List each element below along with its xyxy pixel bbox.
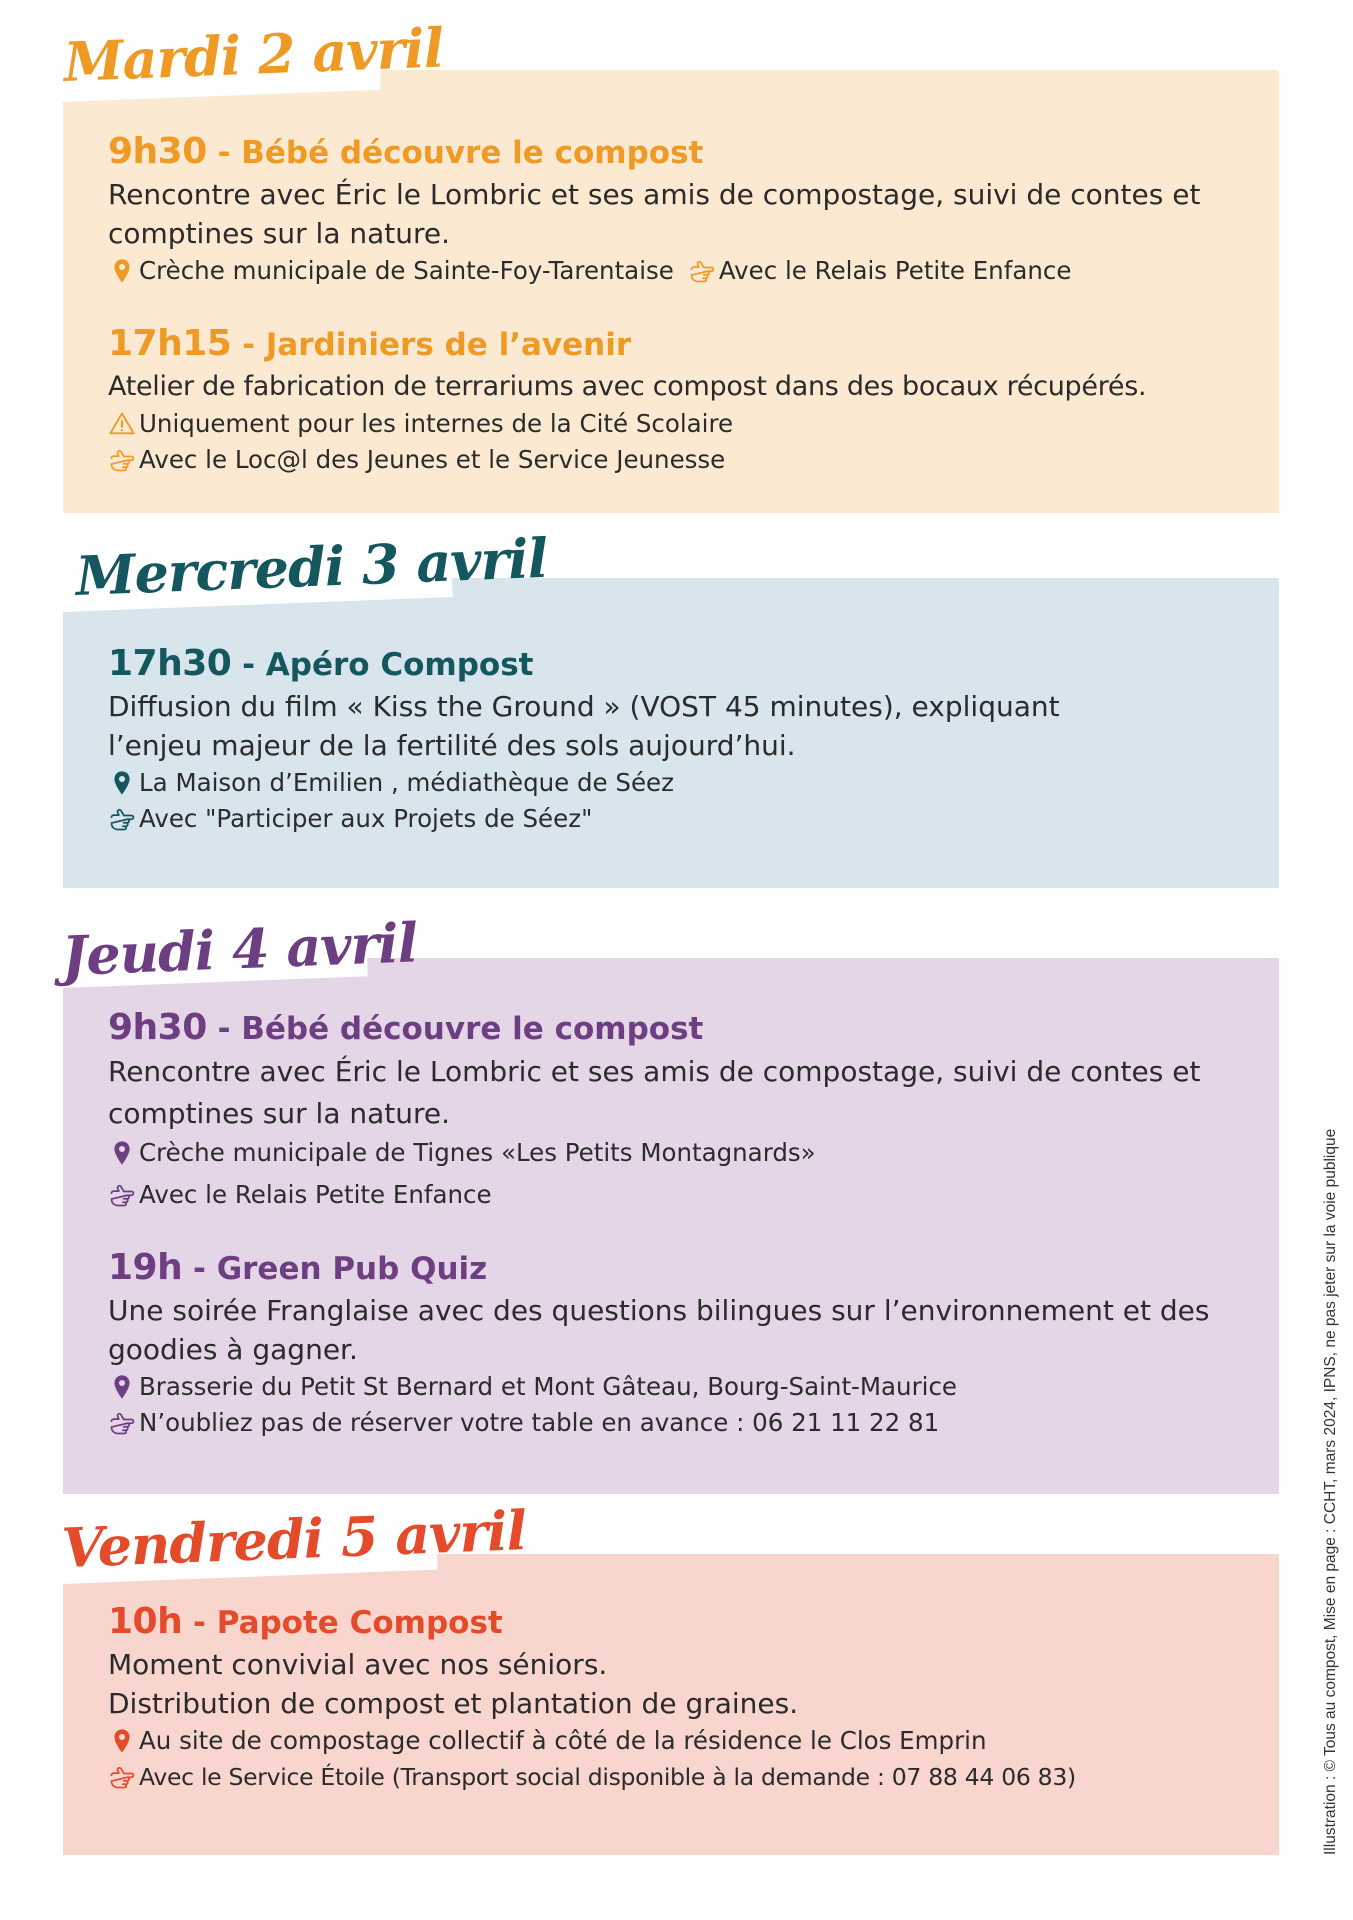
event-time: 17h15	[108, 323, 232, 364]
event-description-line: Moment convivial avec nos séniors.	[108, 1648, 608, 1681]
event-partner-text: Avec le Service Étoile (Transport social disponible à la demande : 07 88 44 06 83)	[139, 1763, 1076, 1791]
location-pin-icon	[108, 1373, 136, 1401]
event-location-text: Au site de compostage collectif à côté de la résidence le Clos Emprin	[139, 1726, 987, 1755]
day-section-mercredi	[63, 525, 1279, 888]
event-name: - Jardiniers de l’avenir	[242, 327, 632, 363]
event-description	[108, 1645, 1259, 1723]
event-location	[108, 1723, 1259, 1759]
day-title: Mercredi 3 avril	[74, 525, 549, 608]
event-description: Atelier de fabrication de terrariums avec compost dans des bocaux récupérés.	[108, 371, 1147, 402]
day-section-vendredi	[60, 1498, 1279, 1855]
event-location-text: Crèche municipale de Tignes «Les Petits Montagnards»	[139, 1138, 816, 1167]
event-heading	[108, 1008, 1259, 1049]
event-location	[108, 765, 1259, 801]
event-partner-text: Avec le Relais Petite Enfance	[718, 256, 1072, 285]
event-partner	[108, 1405, 1259, 1441]
event-partner-text: N’oubliez pas de réserver votre table en avance : 06 21 11 22 81	[139, 1408, 940, 1437]
event-card	[108, 1602, 1259, 1795]
event-time: 19h	[108, 1247, 183, 1288]
event-description: Rencontre avec Éric le Lombric et ses amis de compostage, suivi de contes et comptines sur la nature.	[108, 1055, 1201, 1130]
event-time: 9h30	[108, 1007, 207, 1048]
event-time: 10h	[108, 1601, 183, 1642]
event-name: - Bébé découvre le compost	[217, 1011, 704, 1047]
day-section-jeudi	[60, 910, 1279, 1494]
warning-triangle-icon	[108, 410, 136, 438]
event-time: 9h30	[108, 131, 207, 172]
event-location	[108, 1135, 1259, 1171]
event-partner	[688, 253, 1072, 289]
event-description: Rencontre avec Éric le Lombric et ses amis de compostage, suivi de contes et comptines sur la nature.	[108, 178, 1201, 250]
event-partner	[108, 1177, 1259, 1213]
day-title: Jeudi 4 avril	[60, 910, 419, 988]
event-partner-text: Avec "Participer aux Projets de Séez"	[139, 804, 593, 833]
event-location	[108, 253, 674, 289]
location-pin-icon	[108, 1139, 136, 1167]
event-card	[108, 1248, 1259, 1441]
event-name: - Apéro Compost	[242, 647, 534, 683]
event-partner	[108, 1759, 1259, 1795]
event-description: Diffusion du film « Kiss the Ground » (VOST 45 minutes), expliquant l’enjeu majeur de la fertilité des sols aujourd’hui.	[108, 690, 1060, 762]
location-pin-icon	[108, 1727, 136, 1755]
event-name: - Bébé découvre le compost	[217, 135, 704, 171]
pointing-hand-icon	[688, 257, 716, 285]
day-title: Vendredi 5 avril	[60, 1498, 528, 1580]
pointing-hand-icon	[108, 805, 136, 833]
event-partner-text: Avec le Relais Petite Enfance	[139, 1180, 492, 1209]
pointing-hand-icon	[108, 446, 136, 474]
event-heading	[108, 644, 1259, 685]
pointing-hand-icon	[108, 1181, 136, 1209]
event-info-row	[108, 253, 1259, 289]
pointing-hand-icon	[108, 1409, 136, 1437]
event-partner	[108, 442, 1259, 478]
day-title: Mardi 2 avril	[62, 15, 445, 94]
event-description-line: Distribution de compost et plantation de graines.	[108, 1687, 799, 1720]
pointing-hand-icon	[108, 1763, 136, 1791]
event-time: 17h30	[108, 643, 232, 684]
event-name: - Papote Compost	[193, 1605, 503, 1641]
event-warning-text: Uniquement pour les internes de la Cité Scolaire	[139, 409, 734, 438]
location-pin-icon	[108, 769, 136, 797]
event-heading	[108, 132, 1259, 173]
event-partner	[108, 801, 1259, 837]
event-location-text: La Maison d’Emilien , médiathèque de Séez	[139, 768, 674, 797]
event-card	[108, 324, 1259, 478]
event-heading	[108, 324, 1259, 365]
event-heading	[108, 1602, 1259, 1643]
day-section-mardi	[62, 15, 1279, 513]
event-name: - Green Pub Quiz	[193, 1251, 488, 1287]
event-card	[108, 644, 1259, 837]
event-location-text: Brasserie du Petit St Bernard et Mont Gâteau, Bourg-Saint-Maurice	[139, 1372, 957, 1401]
location-pin-icon	[108, 257, 136, 285]
event-heading	[108, 1248, 1259, 1289]
event-description: Une soirée Franglaise avec des questions bilingues sur l’environnement et des goodies à gagner.	[108, 1294, 1210, 1366]
event-card	[108, 1008, 1259, 1213]
event-warning	[108, 406, 1259, 442]
event-card	[108, 132, 1259, 289]
event-partner-text: Avec le Loc@l des Jeunes et le Service Jeunesse	[139, 445, 726, 474]
event-location	[108, 1369, 1259, 1405]
side-credit: Illustration : © Tous au compost, Mise en page : CCHT, mars 2024, IPNS, ne pas jeter sur la voie publique	[1322, 1128, 1339, 1855]
event-location-text: Crèche municipale de Sainte-Foy-Tarentaise	[139, 256, 674, 285]
